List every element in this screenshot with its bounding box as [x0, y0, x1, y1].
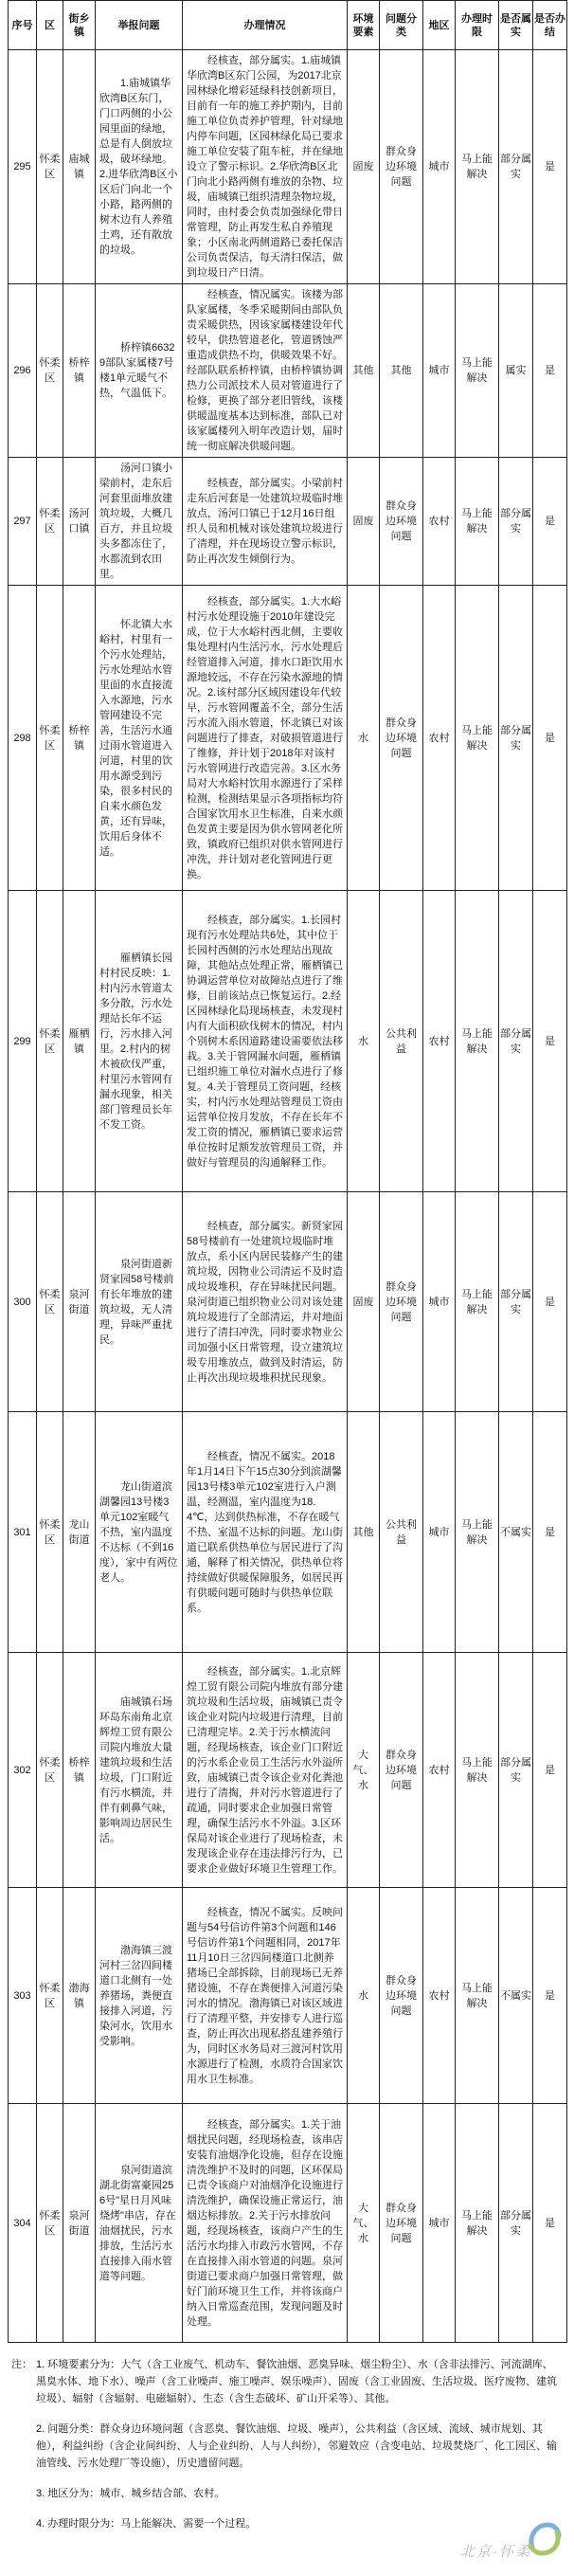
cell-district: 怀柔区: [37, 1192, 63, 1412]
cell-town: 桥梓镇: [63, 1653, 96, 1888]
cell-verified: 不属实: [499, 1888, 533, 2104]
cell-timeline: 马上能解决: [456, 2104, 499, 2343]
cell-issue: 雁栖镇长园村村民反映：1.村内污水管道太多分散，污水处理站长年不运行，污水排入河里。2.村内的树木被砍伐严重，村里污水管网有漏水现象，相关部门管理员长年不发工资。: [96, 891, 183, 1192]
cell-timeline: 马上能解决: [456, 891, 499, 1192]
cell-timeline: 马上能解决: [456, 284, 499, 458]
watermark-text: 北京·怀柔: [460, 2544, 531, 2560]
cell-handling: 经核查，部分属实。1.庙城镇华欣湾B区东门公园，为2017北京园林绿化增彩延绿科技创新项目，目前有一年的施工养护期内，目前施工单位负责养护管理，针对绿地内停车问题，区园林绿化局已要求施工单位安装了阻车桩，并在绿地设立了警示标识。2.华欣湾B区北门向北小路两侧有堆放的杂物、垃圾，庙城镇已组织清理杂物垃圾，同时，由村委会负责加强绿化带日常管理，防止再发生私自养殖现象；小区南北两侧道路已委托保洁公司负责保洁，每天清扫保洁，做到垃圾日产日清。: [183, 50, 348, 284]
cell-region: 农村: [423, 586, 456, 891]
cell-seq: 304: [9, 2104, 37, 2343]
cell-env-factor: 其他: [348, 1412, 380, 1653]
cell-seq: 296: [9, 284, 37, 458]
footnote-issue-type: 2. 问题分类：群众身边环境问题（含恶臭、餐饮油烟、垃圾、噪声），公共利益（含区域、流域、城市规划、其他），利益纠纷（含企业间纠纷、人与企业纠纷、人与人纠纷），邻避效应（含变电站、垃圾焚烧厂、化工园区、输油管线、污水处理厂等设施），历史遗留问题。: [36, 2423, 557, 2469]
cell-timeline: 马上能解决: [456, 458, 499, 586]
cell-done: 是: [533, 2104, 567, 2343]
cell-done: 是: [533, 586, 567, 891]
footnote-region: 3. 地区分为：城市、城乡结合部、农村。: [36, 2488, 225, 2499]
cell-done: 是: [533, 458, 567, 586]
header-env-factor: 环境要素: [348, 1, 380, 50]
cell-region: 农村: [423, 1888, 456, 2104]
cell-issue-type: 群众身边环境问题: [380, 2104, 423, 2343]
cell-handling: 经核查，情况不属实。2018年1月14日下午15点30分到滨湖馨园13号楼3单元102室进行入户测温，经测温，室内温度为18.4℃，达到供热标准，不存在暖气不热、室温不达标的问题。龙山街道已联系供热单位与居民进行了沟通，解释了相关情况，供热单位将持续做好供暖保障服务，如居民再有供暖问题可随时与供热单位联系。: [183, 1412, 348, 1653]
cell-env-factor: 水: [348, 1888, 380, 2104]
footnote-list: [11, 2356, 561, 2532]
cell-town: 雁栖镇: [63, 891, 96, 1192]
table-row: [9, 586, 567, 891]
cell-district: 怀柔区: [37, 2104, 63, 2343]
header-row: [9, 1, 567, 50]
cell-issue-type: 群众身边环境问题: [380, 586, 423, 891]
cell-seq: 297: [9, 458, 37, 586]
cell-verified: 部分属实: [499, 891, 533, 1192]
cell-done: 是: [533, 1888, 567, 2104]
header-timeline: 办理时限: [456, 1, 499, 50]
cell-region: 城市: [423, 284, 456, 458]
cell-seq: 302: [9, 1653, 37, 1888]
cell-town: 庙城镇: [63, 50, 96, 284]
cell-env-factor: 固废: [348, 50, 380, 284]
cell-issue: 渤海镇三渡河村三岔四间楼道口北侧有一处养猪场，粪便直接排入河道，污染河水，饮用水受影响。: [96, 1888, 183, 2104]
cell-town: 泉河街道: [63, 2104, 96, 2343]
cell-handling: 经核查，情况属实。该楼为部队家属楼，冬季采暖期间由部队负责采暖供热，因该家属楼建设年代较早，供热管道老化，管道锈蚀严重造成供热不均，供暖效果不好。经部队联系桥梓镇，由桥梓镇协调热力公司派技术人员对管道进行了检修，更换了部分老旧管线，该楼供暖温度基本达到标准，部队已对该家属楼列入明年改造计划，届时统一彻底解决供暖问题。: [183, 284, 348, 458]
cell-region: 城市: [423, 1412, 456, 1653]
cell-district: 怀柔区: [37, 1412, 63, 1653]
cell-env-factor: 固废: [348, 458, 380, 586]
footnotes: [11, 2356, 561, 2532]
header-district: 区: [37, 1, 63, 50]
table-row: [9, 50, 567, 284]
cell-timeline: 马上能解决: [456, 1192, 499, 1412]
cell-town: 汤河口镇: [63, 458, 96, 586]
cell-town: 龙山街道: [63, 1412, 96, 1653]
cell-done: 是: [533, 891, 567, 1192]
cell-env-factor: 水: [348, 891, 380, 1192]
cell-handling: 经核查，部分属实。1.长园村现有污水处理站共6处，其中位于长园村西侧的污水处理站出现故障，其他站点处理正常，雁栖镇已协调运营单位对故障站点进行了维修，目前该站点已恢复运行。2.经区园林绿化局现场核查，未发现村内有大面积砍伐树木的情况，村内个别树木系因道路建设需要依法移栽。3.关于管网漏水问题，雁栖镇已组织施工单位对漏水点进行了修复。4.关于管理员工资问题，经核实，村内污水处理站管理员工资由运营单位按月发放，不存在长年不发工资的情况，雁栖镇已要求运营单位按时足额发放管理员工资，并做好与管理员的沟通解释工作。: [183, 891, 348, 1192]
header-town: 街乡镇: [63, 1, 96, 50]
table-header: [9, 1, 567, 50]
cell-env-factor: 大气、水: [348, 2104, 380, 2343]
cell-issue-type: 公共利益: [380, 1412, 423, 1653]
header-seq: 序号: [9, 1, 37, 50]
header-done: 是否办结: [533, 1, 567, 50]
cell-issue-type: 群众身边环境问题: [380, 1888, 423, 2104]
table-row: [9, 284, 567, 458]
cell-verified: 部分属实: [499, 1192, 533, 1412]
cell-seq: 298: [9, 586, 37, 891]
header-handling: 办理情况: [183, 1, 348, 50]
header-verified: 是否属实: [499, 1, 533, 50]
header-region: 地区: [423, 1, 456, 50]
cell-handling: 经核查，部分属实。1.关于油烟扰民问题，经现场检查，该串店安装有油烟净化设施，但存在设施清洗维护不及时的问题，区环保局已责令该商户对油烟净化设施进行清洗维护，确保设施正常运行，油烟达标排放。2.关于污水排放问题，经现场核查，该商户产生的生活污水均排入市政污水管网，不存在直接排入雨水管道的问题。泉河街道已要求商户加强日常管理，做好门前环境卫生工作，并将该商户纳入日常巡查范围，发现问题及时处理。: [183, 2104, 348, 2343]
cell-issue-type: 群众身边环境问题: [380, 1192, 423, 1412]
cell-issue: 龙山街道滨湖馨园13号楼3单元102室暖气不热，室内温度不达标（不到16度），家中有两位老人。: [96, 1412, 183, 1653]
cell-done: 是: [533, 1653, 567, 1888]
cell-done: 是: [533, 284, 567, 458]
watermark-logo-icon: [527, 2519, 563, 2557]
cell-region: 农村: [423, 458, 456, 586]
table-row: [9, 1888, 567, 2104]
cell-handling: 经核查，部分属实。新贤家园58号楼前有一处建筑垃圾临时堆放点，系小区内居民装修产生的建筑垃圾，因物业公司清运不及时造成垃圾堆积，存在异味扰民问题。泉河街道已组织物业公司对该处建筑垃圾进行了全部清运，并对地面进行了清扫冲洗，同时要求物业公司加强小区日常管理，设立建筑垃圾专用堆放点，做到及时清运，防止再次出现垃圾堆积扰民现象。: [183, 1192, 348, 1412]
cell-verified: 部分属实: [499, 1653, 533, 1888]
cell-seq: 301: [9, 1412, 37, 1653]
table-row: [9, 2104, 567, 2343]
cell-verified: 属实: [499, 284, 533, 458]
cell-town: 桥梓镇: [63, 284, 96, 458]
table-body: [9, 50, 567, 2343]
cell-handling: 经核查，情况不属实。反映问题与54号信访件第3个问题和146号信访件第1个问题相同，2017年11月10日三岔四间楼道口北侧养猪场已全部拆除，目前现场已无养猪设施，不存在粪便排入河道污染河水的情况。渤海镇已对该区域进行了清理平整，并安排专人进行巡查，防止再次出现私搭乱建养殖行为，同时区水务局对三渡河村饮用水源进行了检测，水质符合国家饮用水卫生标准。: [183, 1888, 348, 2104]
cell-region: 城市: [423, 50, 456, 284]
cell-done: 是: [533, 1192, 567, 1412]
cell-handling: 经核查，部分属实。1.大水峪村污水处理设施于2010年建设完成，位于大水峪村西北侧，主要收集处理村内生活污水，污水处理后经管道排入河道，排水口距饮用水源地较远，不存在污染水源地的情况。2.该村部分区域因建设年代较早，污水管网覆盖不全，部分生活污水流入雨水管道，怀北镇已对该问题进行了排查，对破损管道进行了维修，并计划于2018年对该村污水管网进行改造完善。3.区水务局对大水峪村饮用水源进行了采样检测，检测结果显示各项指标均符合国家饮用水卫生标准，自来水颜色发黄主要是因为供水管网老化所致，镇政府已组织对供水管网进行冲洗，并计划对老化管网进行更换。: [183, 586, 348, 891]
cell-district: 怀柔区: [37, 50, 63, 284]
cell-issue-type: 其他: [380, 284, 423, 458]
cell-timeline: 马上能解决: [456, 1412, 499, 1653]
cell-timeline: 马上能解决: [456, 586, 499, 891]
cell-region: 农村: [423, 891, 456, 1192]
cell-issue: 庙城镇石场环岛东南角北京辉煌工贸有限公司院内堆放大量建筑垃圾和生活垃圾，门口附近有污水横流，并伴有刺鼻气味，影响周边居民生活。: [96, 1653, 183, 1888]
cell-issue: 怀北镇大水峪村，村里有一个污水处理站，污水处理站水管里面的水直接流入水源地，污水管网建设不完善，生活污水通过雨水管道进入河道，村里的饮用水源受到污染，很多村民的自来水颜色发黄，还有异味，饮用后身体不适。: [96, 586, 183, 891]
cell-issue-type: 群众身边环境问题: [380, 50, 423, 284]
cell-verified: 部分属实: [499, 586, 533, 891]
cell-issue: 1.庙城镇华欣湾B区东门，门口两侧的小公园里面的绿地，总是有人倒放垃圾，破坏绿地。2.进华欣湾B区小区后门向北一个小路，路两侧的树木边有人养殖土鸡，还有散放的垃圾。: [96, 50, 183, 284]
cell-district: 怀柔区: [37, 1888, 63, 2104]
header-issue-type: 问题分类: [380, 1, 423, 50]
cell-done: 是: [533, 1412, 567, 1653]
footnote-env-factor: 1. 环境要素分为：大气（含工业废气、机动车、餐饮油烟、恶臭异味、烟尘粉尘）、水（含非法排污、河流湖库、黑臭水体、地下水）、噪声（含工业噪声、施工噪声、娱乐噪声）、固废（含工业固废、生活垃圾、医疗废物、建筑垃圾）、辐射（含辐射、电磁辐射）、生态（含生态破坏、矿山开采等）、其他。: [36, 2359, 557, 2404]
table-row: [9, 458, 567, 586]
cell-town: 泉河街道: [63, 1192, 96, 1412]
cell-issue: 泉河街道滨湖北街富豪园256号"星日月风味烧烤"串店，存在油烟扰民，污水排放，生活污水直接排入雨水管道等问题。: [96, 2104, 183, 2343]
cell-verified: 部分属实: [499, 50, 533, 284]
cell-verified: 部分属实: [499, 458, 533, 586]
cell-timeline: 马上能解决: [456, 1888, 499, 2104]
cell-town: 渤海镇: [63, 1888, 96, 2104]
cell-done: 是: [533, 50, 567, 284]
cell-seq: 303: [9, 1888, 37, 2104]
table-row: [9, 891, 567, 1192]
cell-handling: 经核查，部分属实。小梁前村走东后河套是一处建筑垃圾临时堆放点，汤河口镇已于12月16日组织人员和机械对该处建筑垃圾进行了清理，并在现场设立警示标识，防止再次发生倾倒行为。: [183, 458, 348, 586]
header-issue: 举报问题: [96, 1, 183, 50]
watermark: [460, 2519, 565, 2563]
cell-issue: 桥梓镇66329部队家属楼7号楼1单元暖气不热，气温低下。: [96, 284, 183, 458]
cell-timeline: 马上能解决: [456, 1653, 499, 1888]
cell-issue: 泉河街道新贤家园58号楼前有长年堆放的建筑垃圾，无人清理，异味严重扰民。: [96, 1192, 183, 1412]
cell-issue: 汤河口镇小梁前村，走东后河套里面堆放建筑垃圾，大概几百方，并且垃圾头多都冻住了，水都流到农田里。: [96, 458, 183, 586]
cell-issue-type: 群众身边环境问题: [380, 458, 423, 586]
cell-timeline: 马上能解决: [456, 50, 499, 284]
cell-district: 怀柔区: [37, 284, 63, 458]
cell-env-factor: 固废: [348, 1192, 380, 1412]
table-row: [9, 1412, 567, 1653]
cell-verified: 部分属实: [499, 2104, 533, 2343]
cell-env-factor: 水: [348, 586, 380, 891]
cell-verified: 不属实: [499, 1412, 533, 1653]
cell-env-factor: 其他: [348, 284, 380, 458]
cell-issue-type: 群众身边环境问题: [380, 1653, 423, 1888]
table-row: [9, 1192, 567, 1412]
cell-issue-type: 公共利益: [380, 891, 423, 1192]
cell-seq: 295: [9, 50, 37, 284]
table-row: [9, 1653, 567, 1888]
cell-district: 怀柔区: [37, 586, 63, 891]
cell-district: 怀柔区: [37, 1653, 63, 1888]
cell-handling: 经核查，部分属实。1.北京辉煌工贸有限公司院内堆放有部分建筑垃圾和生活垃圾，庙城镇已责令该企业对院内垃圾进行清理，目前已清理完毕。2.关于污水横流问题，经现场核查，该企业门口附近的污水系企业员工生活污水外溢所致，庙城镇已责令该企业对化粪池进行了清掏，并对污水管道进行了疏通，同时要求企业加强日常管理，确保生活污水不外溢。3.区环保局对该企业进行了现场检查，未发现该企业存在违法排污行为，已要求企业做好环境卫生管理工作。: [183, 1653, 348, 1888]
footnote-label: 注：: [11, 2359, 32, 2370]
cell-town: 桥梓镇: [63, 586, 96, 891]
cell-seq: 299: [9, 891, 37, 1192]
cell-region: 城市: [423, 1192, 456, 1412]
cell-district: 怀柔区: [37, 891, 63, 1192]
cell-district: 怀柔区: [37, 458, 63, 586]
cell-seq: 300: [9, 1192, 37, 1412]
cell-region: 农村: [423, 1653, 456, 1888]
footnote-timeline: 4. 办理时限分为：马上能解决、需要一个过程。: [36, 2518, 257, 2530]
cell-env-factor: 大气、水: [348, 1653, 380, 1888]
cell-region: 城市: [423, 2104, 456, 2343]
complaint-table: [8, 0, 567, 2343]
